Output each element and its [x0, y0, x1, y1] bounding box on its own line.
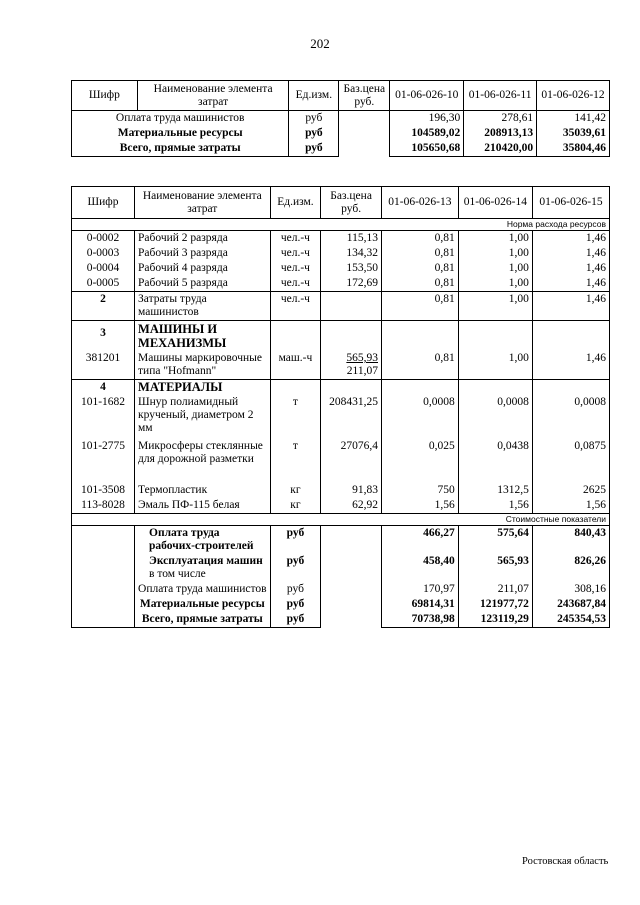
table-row — [72, 439, 610, 483]
row-unit: чел.-ч — [270, 261, 321, 276]
row-name: Рабочий 2 разряда — [135, 231, 271, 247]
header-code: Шифр — [72, 81, 138, 111]
row-code: 3 — [72, 321, 135, 352]
row-code: 101-3508 — [72, 483, 135, 498]
row-value: 243687,84 — [532, 597, 609, 612]
row-price: 153,50 — [321, 261, 382, 276]
row-code: 0-0004 — [72, 261, 135, 276]
table-row — [72, 526, 610, 555]
header-price: Баз.цена руб. — [339, 81, 390, 111]
row-value: 1,00 — [458, 231, 532, 247]
row-value: 1,00 — [458, 292, 532, 321]
row-unit: руб — [270, 612, 321, 628]
header-name: Наименование элемента затрат — [135, 187, 271, 219]
row-value: 1,46 — [532, 231, 609, 247]
row-value: 1,46 — [532, 261, 609, 276]
row-value: 70738,98 — [382, 612, 459, 628]
row-value: 1,46 — [532, 276, 609, 292]
table-row — [72, 261, 610, 276]
cost-label-row — [72, 514, 610, 526]
row-value: 1,00 — [458, 246, 532, 261]
row-unit: кг — [270, 483, 321, 498]
row-price: 91,83 — [321, 483, 382, 498]
table-header-row — [72, 81, 610, 111]
table-header-row — [72, 187, 610, 219]
header-unit: Ед.изм. — [270, 187, 321, 219]
row-value: 0,81 — [382, 231, 459, 247]
row-unit: руб — [270, 597, 321, 612]
row-value: 69814,31 — [382, 597, 459, 612]
row-value: 1,56 — [458, 498, 532, 514]
row-unit: руб — [270, 526, 321, 555]
row-name: Затраты труда машинистов — [135, 292, 271, 321]
price-top: 565,93 — [346, 352, 378, 364]
row-name: Эксплуатация машин — [149, 555, 263, 567]
resource-norms-table — [71, 186, 610, 628]
row-code: 381201 — [72, 351, 135, 380]
row-value: 211,07 — [458, 582, 532, 597]
row-value: 104589,02 — [390, 126, 464, 141]
row-value: 458,40 — [382, 554, 459, 582]
row-name: Шнур полиамидный крученый, диаметром 2 мм — [135, 395, 271, 439]
row-value: 1,00 — [458, 276, 532, 292]
row-code: 0-0003 — [72, 246, 135, 261]
row-value: 35804,46 — [537, 141, 610, 157]
footer-region: Ростовская область — [522, 856, 609, 867]
row-name: Оплата труда машинистов — [72, 111, 289, 127]
row-unit: т — [270, 395, 321, 439]
row-unit: чел.-ч — [270, 231, 321, 247]
row-name: Всего, прямые затраты — [72, 141, 289, 157]
norm-label: Норма расхода ресурсов — [72, 219, 610, 231]
row-value: 105650,68 — [390, 141, 464, 157]
table-row — [72, 231, 610, 247]
row-subtext: в том числе — [149, 568, 206, 580]
row-value: 308,16 — [532, 582, 609, 597]
row-value: 0,0008 — [532, 395, 609, 439]
row-value: 466,27 — [382, 526, 459, 555]
section-title-row — [72, 380, 610, 396]
row-name: Машины маркировочные типа "Hofmann" — [135, 351, 271, 380]
row-price: 172,69 — [321, 276, 382, 292]
table-row — [72, 276, 610, 292]
row-value: 1,46 — [532, 246, 609, 261]
row-name: Рабочий 5 разряда — [135, 276, 271, 292]
section-title: МАТЕРИАЛЫ — [135, 380, 271, 396]
header-name: Наименование элемента затрат — [137, 81, 289, 111]
row-name: Микросферы стеклянные для дорожной разметки — [135, 439, 271, 483]
row-value: 0,025 — [382, 439, 459, 483]
row-value: 0,0875 — [532, 439, 609, 483]
page-number: 202 — [310, 36, 330, 51]
row-code: 113-8028 — [72, 498, 135, 514]
row-value: 35039,61 — [537, 126, 610, 141]
row-value: 575,64 — [458, 526, 532, 555]
row-value: 0,81 — [382, 246, 459, 261]
row-code: 101-1682 — [72, 395, 135, 439]
row-name: Рабочий 4 разряда — [135, 261, 271, 276]
row-value: 0,81 — [382, 292, 459, 321]
row-code: 0-0002 — [72, 231, 135, 247]
header-code: Шифр — [72, 187, 135, 219]
row-value: 1,56 — [532, 498, 609, 514]
row-unit: чел.-ч — [270, 246, 321, 261]
row-value: 208913,13 — [464, 126, 537, 141]
row-code: 4 — [72, 380, 135, 396]
cost-label: Стоимостные показатели — [72, 514, 610, 526]
row-unit: маш.-ч — [270, 351, 321, 380]
row-value: 1,46 — [532, 292, 609, 321]
table-row — [72, 111, 610, 127]
row-value: 170,97 — [382, 582, 459, 597]
row-unit: руб — [289, 126, 339, 141]
row-value: 1312,5 — [458, 483, 532, 498]
row-value: 0,0008 — [382, 395, 459, 439]
row-unit: чел.-ч — [270, 276, 321, 292]
summary-table-1 — [71, 80, 610, 157]
row-name: Оплата труда машинистов — [135, 582, 271, 597]
row-value: 245354,53 — [532, 612, 609, 628]
row-value: 0,81 — [382, 261, 459, 276]
row-name: Термопластик — [135, 483, 271, 498]
row-price: 27076,4 — [321, 439, 382, 483]
row-unit: руб — [289, 141, 339, 157]
header-col-14: 01-06-026-14 — [458, 187, 532, 219]
header-col-13: 01-06-026-13 — [382, 187, 459, 219]
row-price: 62,92 — [321, 498, 382, 514]
row-code: 0-0005 — [72, 276, 135, 292]
norm-label-row — [72, 219, 610, 231]
row-unit: руб — [270, 582, 321, 597]
header-unit: Ед.изм. — [289, 81, 339, 111]
row-unit: чел.-ч — [270, 292, 321, 321]
row-name: Эмаль ПФ-115 белая — [135, 498, 271, 514]
row-value: 0,0008 — [458, 395, 532, 439]
row-value: 1,00 — [458, 261, 532, 276]
header-col-10: 01-06-026-10 — [390, 81, 464, 111]
row-value: 0,81 — [382, 276, 459, 292]
row-name: Всего, прямые затраты — [135, 612, 271, 628]
row-name: Рабочий 3 разряда — [135, 246, 271, 261]
row-name: Материальные ресурсы — [72, 126, 289, 141]
row-name: Материальные ресурсы — [135, 597, 271, 612]
row-value: 196,30 — [390, 111, 464, 127]
row-price: 115,13 — [321, 231, 382, 247]
row-value: 210420,00 — [464, 141, 537, 157]
row-price: 134,32 — [321, 246, 382, 261]
row-value: 1,46 — [532, 351, 609, 380]
section-title-row — [72, 321, 610, 352]
row-unit: руб — [270, 554, 321, 582]
header-col-15: 01-06-026-15 — [532, 187, 609, 219]
row-value: 123119,29 — [458, 612, 532, 628]
table-row — [72, 351, 610, 380]
row-value: 1,00 — [458, 351, 532, 380]
row-value: 750 — [382, 483, 459, 498]
row-unit: руб — [289, 111, 339, 127]
header-price: Баз.цена руб. — [321, 187, 382, 219]
row-value: 121977,72 — [458, 597, 532, 612]
table-row — [72, 498, 610, 514]
row-value: 2625 — [532, 483, 609, 498]
section-title: МАШИНЫ И МЕХАНИЗМЫ — [135, 321, 271, 352]
row-value: 1,56 — [382, 498, 459, 514]
row-name: Оплата труда рабочих-строителей — [135, 526, 271, 555]
row-value: 278,61 — [464, 111, 537, 127]
table-row — [72, 292, 610, 321]
row-code: 2 — [72, 292, 135, 321]
row-code: 101-2775 — [72, 439, 135, 483]
row-unit: т — [270, 439, 321, 483]
row-value: 0,0438 — [458, 439, 532, 483]
table-row — [72, 246, 610, 261]
row-value: 826,26 — [532, 554, 609, 582]
row-value: 0,81 — [382, 351, 459, 380]
row-value: 840,43 — [532, 526, 609, 555]
price-bottom: 211,07 — [346, 365, 378, 377]
row-price: 208431,25 — [321, 395, 382, 439]
row-value: 565,93 — [458, 554, 532, 582]
header-col-11: 01-06-026-11 — [464, 81, 537, 111]
row-value: 141,42 — [537, 111, 610, 127]
header-col-12: 01-06-026-12 — [537, 81, 610, 111]
table-row — [72, 395, 610, 439]
table-row — [72, 483, 610, 498]
row-unit: кг — [270, 498, 321, 514]
